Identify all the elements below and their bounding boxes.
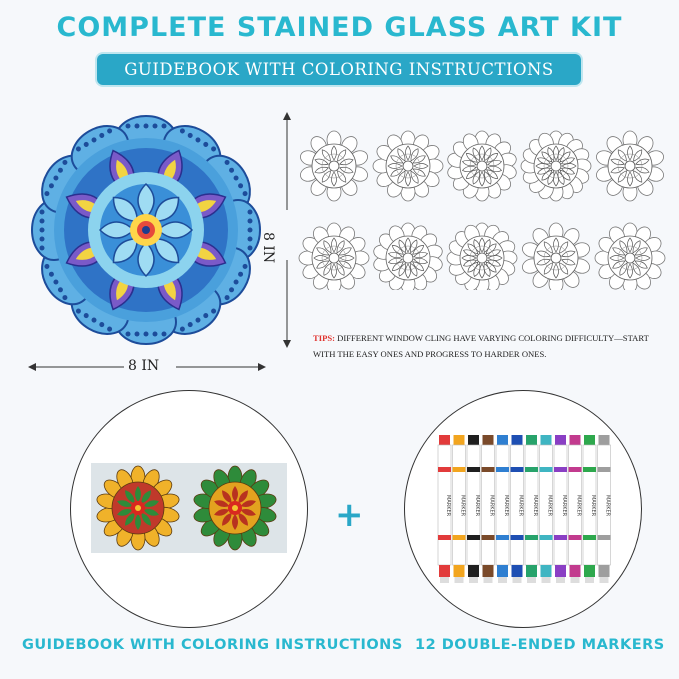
- guidebook-caption: GUIDEBOOK WITH COLORING INSTRUCTIONS: [22, 637, 403, 653]
- marker-brand-text: MARKER: [590, 495, 596, 517]
- tips-label: TIPS:: [313, 333, 335, 343]
- markers-image: [405, 391, 641, 627]
- marker-brand-text: MARKER: [532, 495, 538, 517]
- marker-brand-text: MARKER: [604, 495, 611, 517]
- marker-3: [467, 435, 480, 583]
- tips-body: DIFFERENT WINDOW CLING HAVE VARYING COLORING DIFFICULTY—START WITH THE EASY ONES AND PROGRESS TO HARDER ONES.: [313, 333, 649, 359]
- marker-brand-text: MARKER: [517, 495, 524, 517]
- height-label: 8 IN: [260, 232, 276, 264]
- marker-brand-text: MARKER: [488, 495, 495, 517]
- marker-brand-text: MARKER: [561, 495, 567, 517]
- colored-mandala-image: [26, 110, 266, 350]
- width-label: 8 IN: [128, 358, 160, 374]
- markers-circle: [404, 390, 642, 628]
- subtitle-banner: [97, 54, 581, 85]
- marker-brand-text: MARKER: [445, 495, 451, 517]
- marker-brand-text: MARKER: [575, 495, 582, 517]
- marker-6: [511, 435, 524, 583]
- tips-text: [313, 330, 669, 362]
- marker-11: [583, 435, 596, 583]
- guidebook-circle: [70, 390, 308, 628]
- marker-12: [598, 435, 611, 583]
- marker-10: [569, 435, 582, 583]
- marker-brand-text: MARKER: [459, 495, 466, 517]
- marker-8: [540, 435, 553, 583]
- marker-9: [554, 435, 567, 583]
- subtitle-text: GUIDEBOOK WITH COLORING INSTRUCTIONS: [124, 60, 554, 79]
- marker-4: [482, 435, 495, 583]
- marker-brand-text: MARKER: [474, 495, 480, 517]
- markers-caption: 12 DOUBLE-ENDED MARKERS: [415, 637, 665, 653]
- marker-7: [525, 435, 538, 583]
- marker-brand-text: MARKER: [546, 495, 553, 517]
- marker-2: [453, 435, 466, 583]
- marker-5: [496, 435, 509, 583]
- plus-icon: +: [335, 495, 364, 535]
- marker-brand-text: MARKER: [503, 495, 509, 517]
- guidebook-image: [71, 391, 307, 627]
- marker-1: [438, 435, 451, 583]
- mandala-templates-grid: [296, 130, 670, 290]
- page-title: COMPLETE STAINED GLASS ART KIT: [56, 12, 623, 43]
